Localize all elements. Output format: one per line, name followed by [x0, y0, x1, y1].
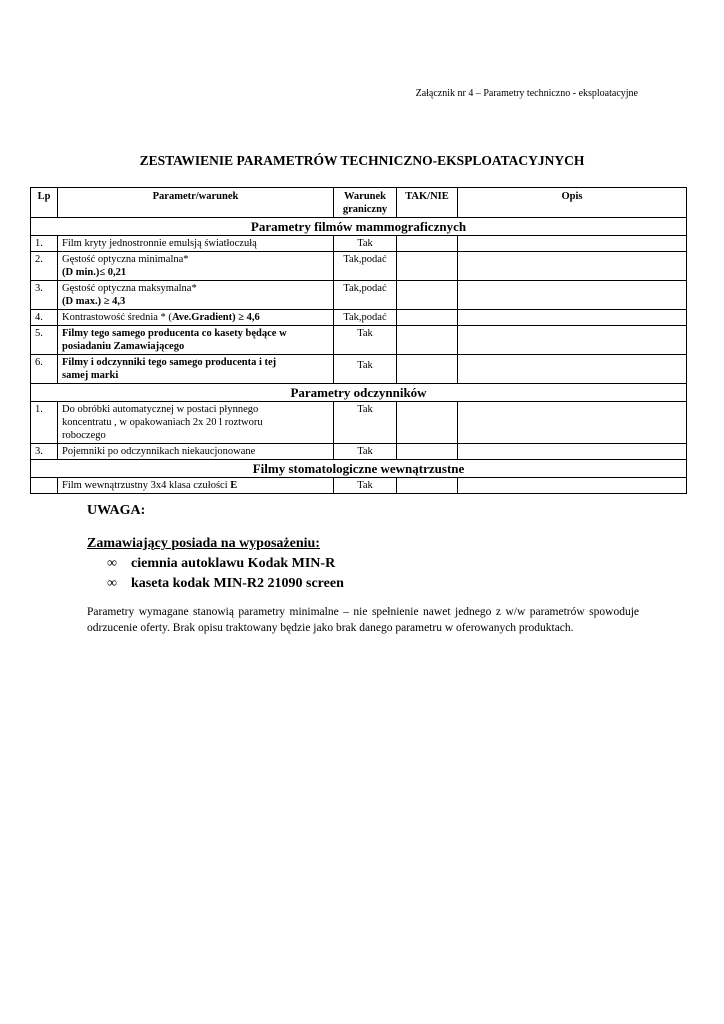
table-row — [31, 281, 687, 310]
row-parameter-bold: Ave.Gradient) ≥ 4,6 — [171, 312, 260, 323]
row-parameter-line — [62, 266, 329, 279]
row-parameter-bold: (D min.) — [62, 267, 100, 278]
row-limit: Tak — [334, 402, 397, 444]
equipment-item: kaseta kodak MIN-R2 21090 screen — [131, 576, 344, 591]
row-opis-cell — [458, 478, 687, 494]
row-taknie-cell — [397, 281, 458, 310]
row-opis-cell — [458, 236, 687, 252]
row-number: 5. — [31, 326, 58, 355]
disclaimer-paragraph: Parametry wymagane stanowią parametry minimalne – nie spełnienie nawet jednego z w/w parametrów spowoduje odrzucenie oferty. Brak opisu traktowany będzie jako brak danego parametru w oferowanych produktach. — [87, 606, 639, 634]
table-header-row — [31, 188, 687, 218]
row-parameter — [58, 478, 334, 494]
row-parameter-line: koncentratu , w opakowaniach 2x 20 l roztworu — [62, 417, 263, 428]
table-row — [31, 310, 687, 326]
row-number: 1. — [31, 236, 58, 252]
row-parameter-line — [62, 295, 329, 308]
row-limit: Tak — [334, 326, 397, 355]
list-item — [87, 554, 344, 574]
parameters-table — [30, 187, 687, 494]
row-taknie-cell — [397, 326, 458, 355]
row-parameter-bold: E — [230, 480, 238, 491]
row-parameter-line: roboczego — [62, 430, 106, 441]
row-parameter-text: Film wewnątrzustny 3x4 klasa czułości — [62, 480, 231, 491]
column-header-opis: Opis — [458, 188, 687, 218]
row-opis-cell — [458, 444, 687, 460]
row-number: 3. — [31, 444, 58, 460]
row-number: 2. — [31, 252, 58, 281]
row-number: 6. — [31, 355, 58, 384]
row-number: 3. — [31, 281, 58, 310]
row-number — [31, 478, 58, 494]
row-taknie-cell — [397, 310, 458, 326]
row-limit: Tak,podać — [334, 310, 397, 326]
row-parameter-value: ≥ 4,3 — [103, 296, 126, 307]
row-parameter — [58, 326, 334, 355]
table-row — [31, 236, 687, 252]
row-parameter-line: samej marki — [62, 370, 119, 381]
row-parameter-line: Do obróbki automatycznej w postaci płynnego — [62, 404, 259, 415]
attachment-header: Załącznik nr 4 – Parametry techniczno - eksploatacyjne — [415, 88, 638, 99]
list-item — [87, 574, 344, 594]
section-title-mammography: Parametry filmów mammograficznych — [31, 218, 687, 236]
row-opis-cell — [458, 402, 687, 444]
row-opis-cell — [458, 252, 687, 281]
column-header-limit — [334, 188, 397, 218]
row-parameter — [58, 402, 334, 444]
column-header-taknie: TAK/NIE — [397, 188, 458, 218]
column-header-param: Parametr/warunek — [58, 188, 334, 218]
row-parameter-line: Gęstość optyczna minimalna* — [62, 254, 189, 265]
row-limit: Tak — [334, 444, 397, 460]
row-taknie-cell — [397, 252, 458, 281]
row-taknie-cell — [397, 402, 458, 444]
row-parameter-line: Filmy i odczynniki tego samego producenta i tej — [62, 357, 277, 368]
row-parameter — [58, 281, 334, 310]
row-parameter-text: Kontrastowość średnia * ( — [62, 312, 172, 323]
row-limit: Tak — [334, 236, 397, 252]
row-opis-cell — [458, 326, 687, 355]
column-header-lp: Lp — [31, 188, 58, 218]
row-taknie-cell — [397, 478, 458, 494]
row-parameter-line: Filmy tego samego producenta co kasety będące w — [62, 328, 287, 339]
row-parameter-line: posiadaniu Zamawiającego — [62, 341, 185, 352]
row-opis-cell — [458, 281, 687, 310]
equipment-item: ciemnia autoklawu Kodak MIN-R — [131, 556, 336, 571]
section-title-chemicals: Parametry odczynników — [31, 384, 687, 402]
row-opis-cell — [458, 355, 687, 384]
row-taknie-cell — [397, 355, 458, 384]
section-title-dental: Filmy stomatologiczne wewnątrzustne — [31, 460, 687, 478]
table-row — [31, 402, 687, 444]
row-parameter-bold: (D max.) — [62, 296, 104, 307]
table-row — [31, 326, 687, 355]
row-limit: Tak,podać — [334, 252, 397, 281]
row-parameter: Pojemniki po odczynnikach niekaucjonowane — [58, 444, 334, 460]
row-opis-cell — [458, 310, 687, 326]
row-limit: Tak,podać — [334, 281, 397, 310]
row-parameter-value: ≤ 0,21 — [99, 267, 127, 278]
row-parameter-line: Gęstość optyczna maksymalna* — [62, 283, 197, 294]
row-limit: Tak — [334, 478, 397, 494]
owner-equipment-heading: Zamawiający posiada na wyposażeniu: — [87, 536, 320, 551]
equipment-list — [87, 554, 344, 594]
infinity-bullet-icon: ∞ — [107, 556, 117, 571]
row-taknie-cell — [397, 236, 458, 252]
row-parameter — [58, 310, 334, 326]
row-limit: Tak — [334, 355, 397, 384]
section-header-row — [31, 460, 687, 478]
row-number: 1. — [31, 402, 58, 444]
infinity-bullet-icon: ∞ — [107, 576, 117, 591]
table-row — [31, 252, 687, 281]
row-parameter: Film kryty jednostronnie emulsją światłoczułą — [58, 236, 334, 252]
note-heading: UWAGA: — [87, 503, 146, 518]
table-row — [31, 355, 687, 384]
row-taknie-cell — [397, 444, 458, 460]
table-row — [31, 478, 687, 494]
document-title: ZESTAWIENIE PARAMETRÓW TECHNICZNO-EKSPLOATACYJNYCH — [139, 153, 585, 168]
section-header-row — [31, 218, 687, 236]
table-row — [31, 444, 687, 460]
column-header-limit-line2: graniczny — [342, 204, 388, 215]
column-header-limit-line1: Warunek — [343, 191, 386, 202]
row-number: 4. — [31, 310, 58, 326]
row-parameter — [58, 355, 334, 384]
row-parameter — [58, 252, 334, 281]
section-header-row — [31, 384, 687, 402]
